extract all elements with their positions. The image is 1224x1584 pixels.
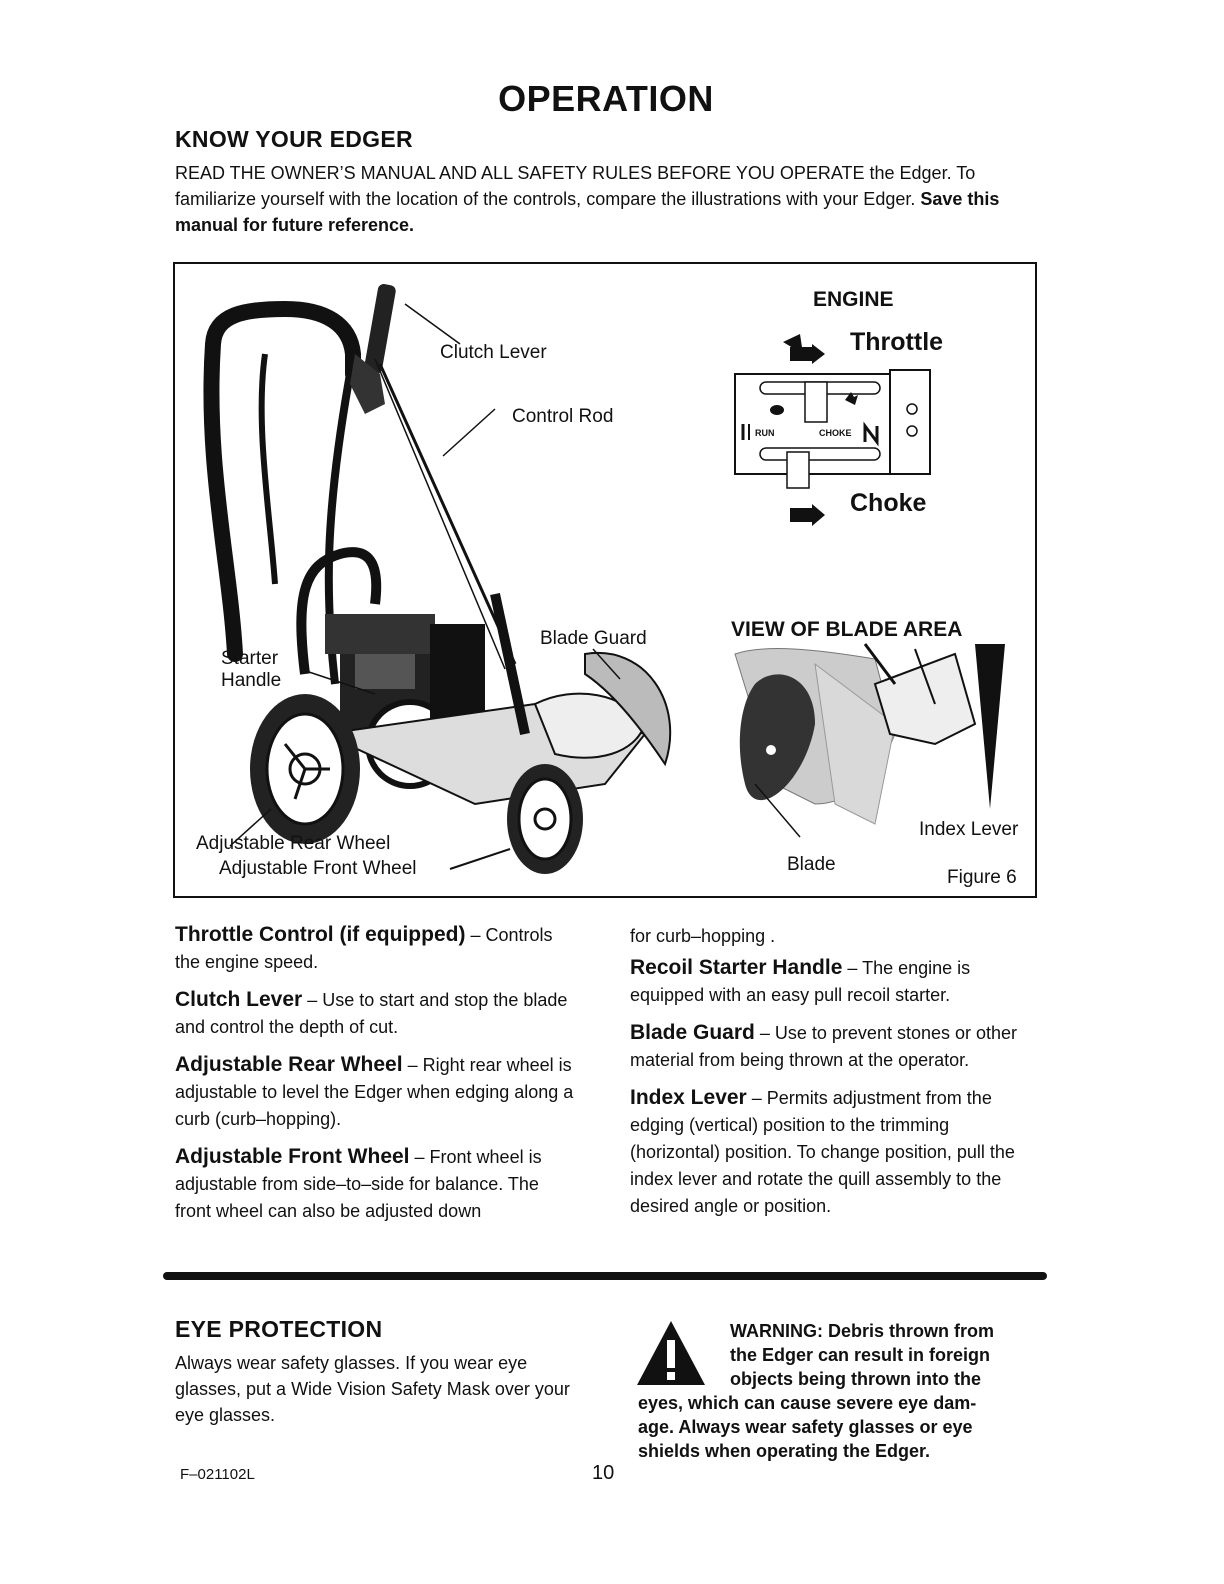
label-blade-guard: Blade Guard bbox=[540, 628, 647, 649]
desc-dash: – bbox=[402, 1055, 423, 1075]
warning-line-6: shields when operating the Edger. bbox=[638, 1441, 931, 1461]
label-index-lever: Index Lever bbox=[919, 819, 1019, 840]
intro-text: READ THE OWNER’S MANUAL AND ALL SAFETY RULES BEFORE YOU OPERATE the Edger. To familiarize yourself with the location of the controls, compare the illustrations with your Edger. bbox=[175, 163, 976, 209]
label-run: RUN bbox=[755, 428, 775, 438]
term-throttle-control: Throttle Control (if equipped) bbox=[175, 923, 466, 946]
desc-clutch-lever bbox=[175, 986, 575, 1041]
footer-code: F–021102L bbox=[180, 1466, 255, 1483]
desc-adjustable-rear-wheel-text: Right rear wheel is adjustable to level the Edger when edging along a curb (curb–hopping). bbox=[175, 1055, 574, 1129]
warning-line-4: eyes, which can cause severe eye dam- bbox=[638, 1393, 977, 1413]
edger-illustration bbox=[175, 264, 1035, 896]
desc-recoil-starter-handle-text: The engine is equipped with an easy pull recoil starter. bbox=[630, 958, 971, 1005]
intro-bold-text: Save this manual for future reference. bbox=[175, 189, 1000, 235]
warning-line-5: age. Always wear safety glasses or eye bbox=[638, 1417, 973, 1437]
desc-dash: – bbox=[302, 990, 323, 1010]
label-adjustable-front-wheel: Adjustable Front Wheel bbox=[219, 858, 417, 879]
term-index-lever: Index Lever bbox=[630, 1086, 747, 1109]
desc-dash: – bbox=[754, 1023, 775, 1043]
right-column bbox=[630, 923, 1040, 1230]
desc-throttle-control-text: Controls the engine speed. bbox=[175, 925, 553, 972]
term-adjustable-rear-wheel: Adjustable Rear Wheel bbox=[175, 1053, 403, 1076]
intro-paragraph bbox=[175, 160, 1025, 238]
desc-clutch-lever-text: Use to start and stop the blade and control the depth of cut. bbox=[175, 990, 568, 1037]
desc-adjustable-rear-wheel bbox=[175, 1051, 575, 1133]
term-blade-guard: Blade Guard bbox=[630, 1021, 755, 1044]
figure-6-box bbox=[173, 262, 1037, 898]
warning-line-1: WARNING: Debris thrown from bbox=[730, 1321, 994, 1341]
desc-index-lever-text: Permits adjustment from the edging (vertical) position to the trimming (horizontal) position. To change position, pull the index lever and rotate the quill assembly to the desired angle or position. bbox=[630, 1088, 1015, 1216]
desc-continued: for curb–hopping . bbox=[630, 926, 776, 946]
section-heading-know-your-edger: KNOW YOUR EDGER bbox=[175, 126, 413, 152]
label-throttle: Throttle bbox=[850, 328, 944, 356]
label-control-rod: Control Rod bbox=[512, 406, 614, 427]
desc-index-lever bbox=[630, 1084, 1040, 1220]
warning-line-3: objects being thrown into the bbox=[730, 1369, 981, 1389]
label-engine: ENGINE bbox=[813, 288, 894, 311]
desc-throttle-control bbox=[175, 921, 575, 976]
label-choke: Choke bbox=[850, 489, 927, 517]
eye-protection-text: Always wear safety glasses. If you wear eye glasses, put a Wide Vision Safety Mask over your eye glasses. bbox=[175, 1353, 570, 1425]
section-divider bbox=[163, 1272, 1047, 1280]
figure-number: Figure 6 bbox=[947, 867, 1017, 888]
section-heading-eye-protection: EYE PROTECTION bbox=[175, 1316, 383, 1342]
desc-adjustable-front-wheel bbox=[175, 1143, 575, 1225]
desc-dash: – bbox=[465, 925, 486, 945]
page-title: OPERATION bbox=[498, 78, 714, 119]
term-clutch-lever: Clutch Lever bbox=[175, 988, 303, 1011]
warning-line-2: the Edger can result in foreign bbox=[730, 1345, 991, 1365]
desc-dash: – bbox=[842, 958, 863, 978]
desc-adjustable-front-wheel-text: Front wheel is adjustable from side–to–side for balance. The front wheel can also be adjusted down bbox=[175, 1147, 542, 1221]
term-recoil-starter-handle: Recoil Starter Handle bbox=[630, 956, 843, 979]
label-choke-small: CHOKE bbox=[819, 428, 852, 438]
label-starter-handle bbox=[221, 648, 281, 692]
desc-recoil-starter-handle bbox=[630, 954, 1040, 1009]
term-adjustable-front-wheel: Adjustable Front Wheel bbox=[175, 1145, 410, 1168]
desc-blade-guard-text: Use to prevent stones or other material from being thrown at the operator. bbox=[630, 1023, 1018, 1070]
left-column bbox=[175, 921, 575, 1235]
desc-blade-guard bbox=[630, 1019, 1040, 1074]
label-adjustable-rear-wheel: Adjustable Rear Wheel bbox=[196, 833, 391, 854]
label-clutch-lever: Clutch Lever bbox=[440, 342, 547, 363]
label-blade: Blade bbox=[787, 854, 836, 875]
label-starter-handle-line1: Starter bbox=[221, 648, 279, 669]
warning-triangle-icon bbox=[634, 1318, 708, 1388]
desc-dash: – bbox=[746, 1088, 767, 1108]
label-starter-handle-line2: Handle bbox=[221, 670, 282, 691]
label-view-of-blade-area: VIEW OF BLADE AREA bbox=[731, 618, 963, 641]
page-number: 10 bbox=[592, 1462, 615, 1484]
desc-dash: – bbox=[409, 1147, 430, 1167]
